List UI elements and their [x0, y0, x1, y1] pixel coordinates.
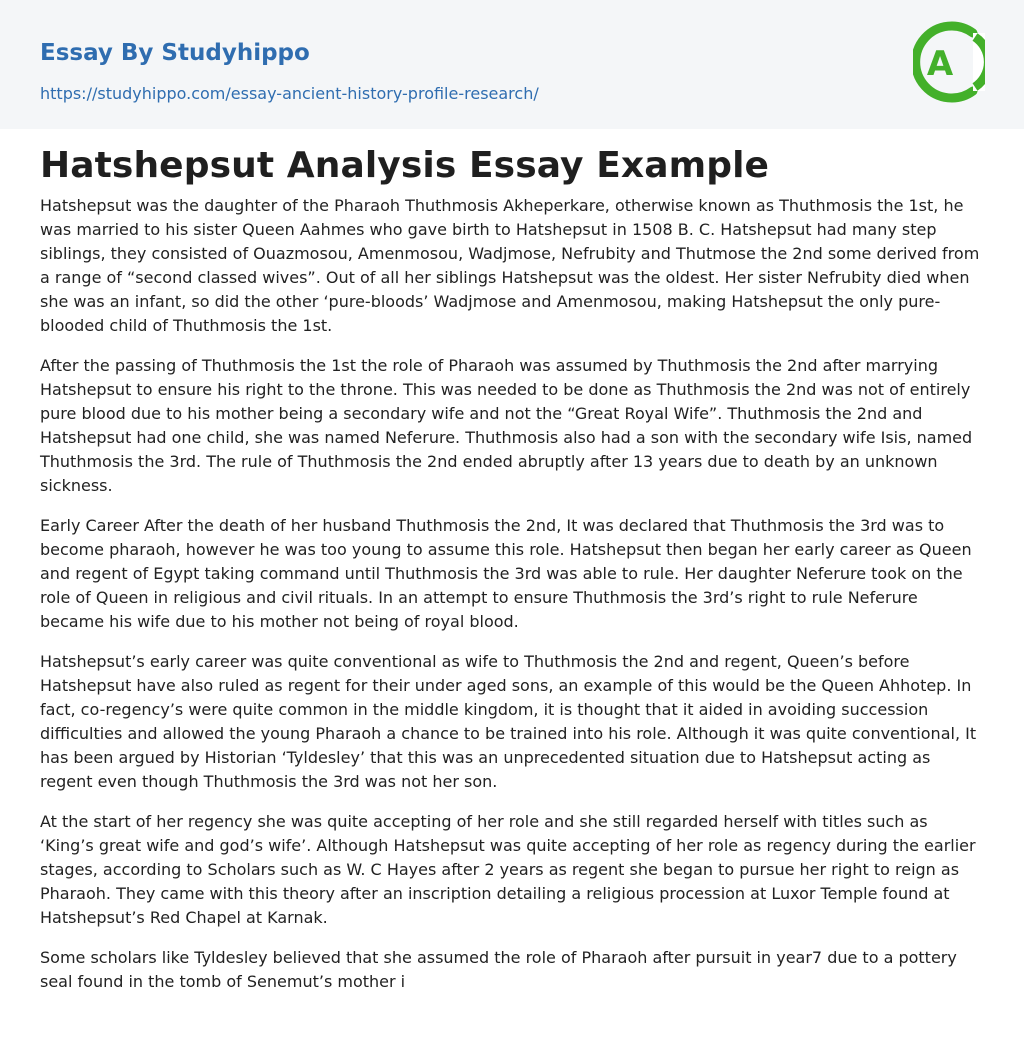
essay-paragraph: Hatshepsut’s early career was quite conventional as wife to Thuthmosis the 2nd and regent, Queen’s before Hatshepsut have also ruled as regent for their under aged sons, an example of this would be the Queen Ahhotep. In fact, co-regency’s were quite common in the middle kingdom, it is thought that it aided in avoiding succession difficulties and allowed the young Pharaoh a chance to be trained into his role. Although it was quite conventional, It has been argued by Historian ‘Tyldesley’ that this was an unprecedented situation due to Hatshepsut acting as regent even though Thuthmosis the 3rd was not her son. — [40, 652, 977, 791]
essay-paragraph: Early Career After the death of her husband Thuthmosis the 2nd, It was declared that Thuthmosis the 3rd was to become pharaoh, however he was too young to assume this role. Hatshepsut then began her early career as Queen and regent of Egypt taking command until Thuthmosis the 3rd was able to rule. Her daughter Neferure took on the role of Queen in religious and civil rituals. In an attempt to ensure Thuthmosis the 3rd’s right to rule Neferure became his wife due to his mother not being of royal blood. — [40, 516, 972, 631]
essay-paragraph: At the start of her regency she was quite accepting of her role and she still regarded herself with titles such as ‘King’s great wife and god’s wife’. Although Hatshepsut was quite accepting of her role as regency during the earlier stages, according to Scholars such as W. C Hayes after 2 years as regent she began to pursue her right to reign as Pharaoh. They came with this theory after an inscription detailing a religious procession at Luxor Temple found at Hatshepsut’s Red Chapel at Karnak. — [40, 812, 976, 927]
essay-paragraph: Hatshepsut was the daughter of the Pharaoh Thuthmosis Akheperkare, otherwise known as Thuthmosis the 1st, he was married to his sister Queen Aahmes who gave birth to Hatshepsut in 1508 B. C. Hatshepsut had many step siblings, they consisted of Ouazmosou, Amenmosou, Wadjmose, Nefrubity and Thutmose the 2nd some derived from a range of “second classed wives”. Out of all her siblings Hatshepsut was the oldest. Her sister Nefrubity died when she was an infant, so did the other ‘pure-bloods’ Wadjmose and Amenmosou, making Hatshepsut the only pure-blooded child of Thuthmosis the 1st. — [40, 196, 980, 335]
site-brand[interactable]: Essay By Studyhippo — [40, 40, 310, 66]
page-title: Hatshepsut Analysis Essay Example — [40, 145, 770, 186]
essay-body — [40, 194, 984, 1010]
essay-paragraph: Some scholars like Tyldesley believed that she assumed the role of Pharaoh after pursuit in year7 due to a pottery seal found in the tomb of Senemut’s mother i — [40, 948, 957, 991]
source-url-link[interactable]: https://studyhippo.com/essay-ancient-history-profile-research/ — [40, 84, 539, 103]
logo-letter: A — [926, 44, 954, 84]
studyhippo-logo-icon[interactable] — [913, 19, 985, 105]
essay-paragraph: After the passing of Thuthmosis the 1st the role of Pharaoh was assumed by Thuthmosis the 2nd after marrying Hatshepsut to ensure his right to the throne. This was needed to be done as Thuthmosis the 2nd was not of entirely pure blood due to his mother being a secondary wife and not the “Great Royal Wife”. Thuthmosis the 2nd and Hatshepsut had one child, she was named Neferure. Thuthmosis also had a son with the secondary wife Isis, named Thuthmosis the 3rd. The rule of Thuthmosis the 2nd ended abruptly after 13 years due to death by an unknown sickness. — [40, 356, 973, 495]
